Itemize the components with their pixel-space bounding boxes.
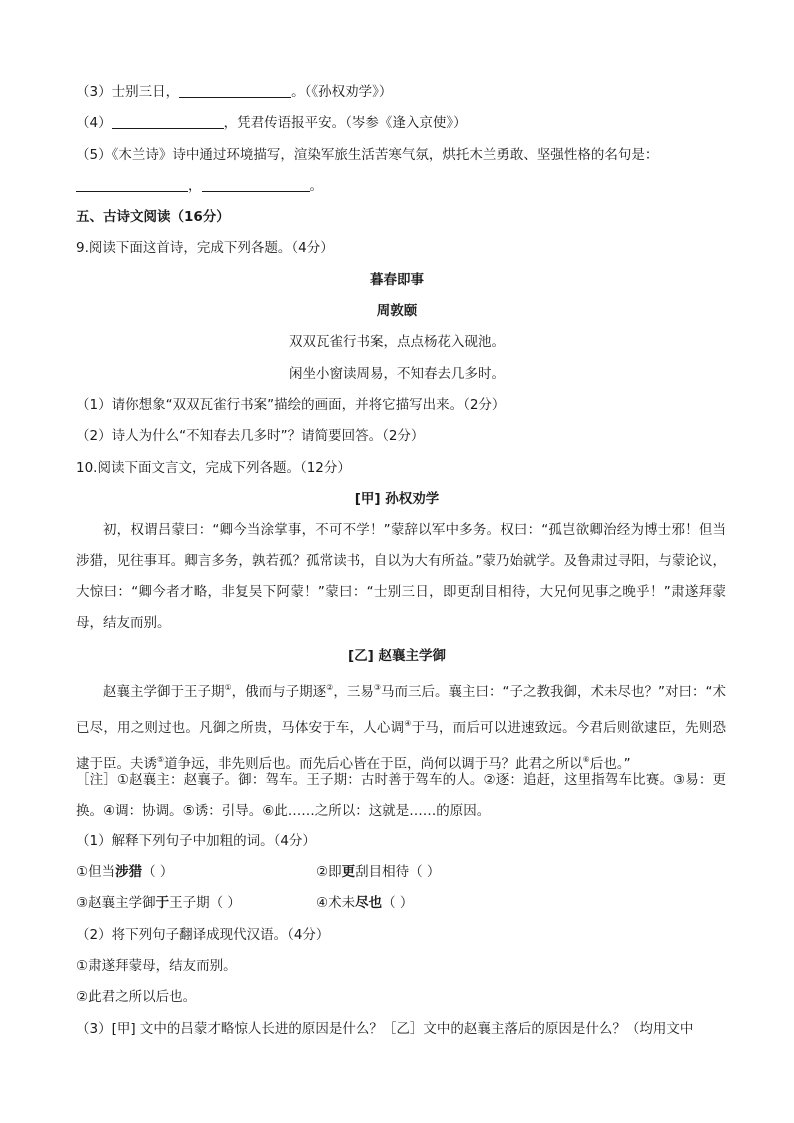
w1-answer[interactable]: （ ）: [142, 864, 174, 880]
question-5-blanks: [76, 176, 323, 196]
w3-pre: ③赵襄主学御: [76, 895, 156, 911]
footnote-mark: ③: [373, 683, 382, 692]
w4-pre: ④术未: [316, 895, 356, 911]
footnote-mark: ⑤: [157, 755, 165, 764]
answer-blank-q5-1[interactable]: [76, 177, 188, 192]
footnote-mark: ④: [404, 719, 412, 728]
w1-bold: 涉猎: [115, 864, 143, 880]
answer-blank-q4[interactable]: [112, 114, 224, 129]
question-9: 9.阅读下面这首诗，完成下列各题。（4分）: [76, 240, 334, 256]
yi-text-f: 道争远，非先则后也。而先后心皆在于臣，尚何以调于马？此君之所以: [164, 756, 583, 772]
yi-text-c: ，三易: [333, 684, 374, 700]
q3-prefix: （3）士别三日，: [76, 84, 180, 100]
question-4: [76, 113, 467, 133]
w3-answer[interactable]: 王子期（ ）: [169, 895, 241, 911]
footnote-mark: ⑥: [582, 755, 590, 764]
yi-text-d: 马而三后。襄主曰：“子之教我御，术未尽也？”对曰：“术已尽，用之则过也。凡御之所贵，马体安于车，人心调: [76, 684, 726, 736]
yi-text-g: 后也。”: [589, 756, 631, 772]
w3-bold: 于: [155, 895, 170, 911]
question-10: 10.阅读下面文言文，完成下列各题。（12分）: [76, 460, 351, 476]
answer-blank-q3[interactable]: [179, 83, 291, 98]
footnotes: ［注］①赵襄主：赵襄子。御：驾车。王子期：古时善于驾车的人。②逐：追赶，这里指驾车比赛。③易：更换。④调：协调。⑤诱：引导。⑥此……之所以：这就是……的原因。: [76, 772, 726, 819]
poem-line-1: 双双瓦雀行书案，点点杨花入砚池。: [289, 334, 505, 350]
yi-text-b: ，俄而与子期逐: [231, 684, 327, 700]
q5-comma: ，: [188, 178, 202, 194]
question-5: （5）《木兰诗》诗中通过环境描写，渲染军旅生活苦寒气氛，烘托木兰勇敢、坚强性格的名句是：: [76, 147, 659, 163]
question-3: [76, 82, 392, 102]
w2-pre: ②即: [316, 864, 342, 880]
w2-bold: 更: [341, 864, 356, 880]
footnote-mark: ②: [326, 683, 334, 692]
question-9-1: （1）请你想象“双双瓦雀行书案”描绘的画面，并将它描写出来。（2分）: [76, 397, 506, 413]
question-9-2: （2）诗人为什么“不知春去几多时”？请简要回答。（2分）: [76, 428, 425, 444]
answer-blank-q5-2[interactable]: [202, 177, 310, 192]
w4-bold: 尽也: [355, 895, 383, 911]
q4-suffix: ，凭君传语报平安。（岑参《逢入京使》）: [223, 115, 467, 131]
question-10-3: （3）[甲] 文中的吕蒙才略惊人长进的原因是什么？［乙］文中的赵襄主落后的原因是什么？（均用文中: [76, 1021, 694, 1037]
translate-item-2: ②此君之所以后也。: [76, 989, 197, 1005]
q5-period: 。: [309, 178, 323, 194]
question-10-2: （2）将下列句子翻译成现代汉语。（4分）: [76, 927, 330, 943]
q4-prefix: （4）: [76, 115, 112, 131]
passage-yi-text: [76, 672, 726, 780]
footnote-mark: ①: [224, 683, 232, 692]
w4-answer[interactable]: （ ）: [382, 895, 414, 911]
word-item-1: [76, 862, 173, 882]
section-title: 五、古诗文阅读（16分）: [76, 209, 230, 225]
passage-jia-title: [甲] 孙权劝学: [354, 491, 440, 507]
yi-text-a: 赵襄主学御于王子期: [103, 684, 225, 700]
yi-text-e: 于马，而后可以进速致远。今君后则欲逮臣，先则恐逮于臣。夫诱: [76, 720, 727, 772]
poem-title: 暮春即事: [370, 272, 424, 288]
w1-pre: ①但当: [76, 864, 116, 880]
word-item-3: [76, 893, 241, 913]
question-10-1: （1）解释下列句子中加粗的词。（4分）: [76, 833, 316, 849]
q3-suffix: 。（《孙权劝学》）: [291, 84, 393, 100]
poem-author: 周敦颐: [376, 303, 418, 319]
word-item-4: [316, 893, 413, 913]
w2-answer[interactable]: 刮目相待（ ）: [355, 864, 441, 880]
word-item-2: [316, 862, 440, 882]
passage-jia-text: 初，权谓吕蒙曰：“卿今当涂掌事，不可不学！”蒙辞以军中多务。权曰：“孤岂欲卿治经为博士邪！但当涉猎，见往事耳。卿言多务，孰若孤？孤常读书，自以为大有所益。”蒙乃始就学。及鲁肃过寻阳，与蒙论议，大惊曰：“卿今者才略，非复吴下阿蒙！”蒙曰：“士别三日，即更刮目相待，大兄何见事之晚乎！”肃遂拜蒙母，结友而别。: [76, 522, 726, 631]
poem-line-2: 闲坐小窗读周易，不知春去几多时。: [289, 366, 505, 382]
translate-item-1: ①肃遂拜蒙母，结友而别。: [76, 958, 237, 974]
passage-yi-title: [乙] 赵襄主学御: [347, 648, 447, 664]
